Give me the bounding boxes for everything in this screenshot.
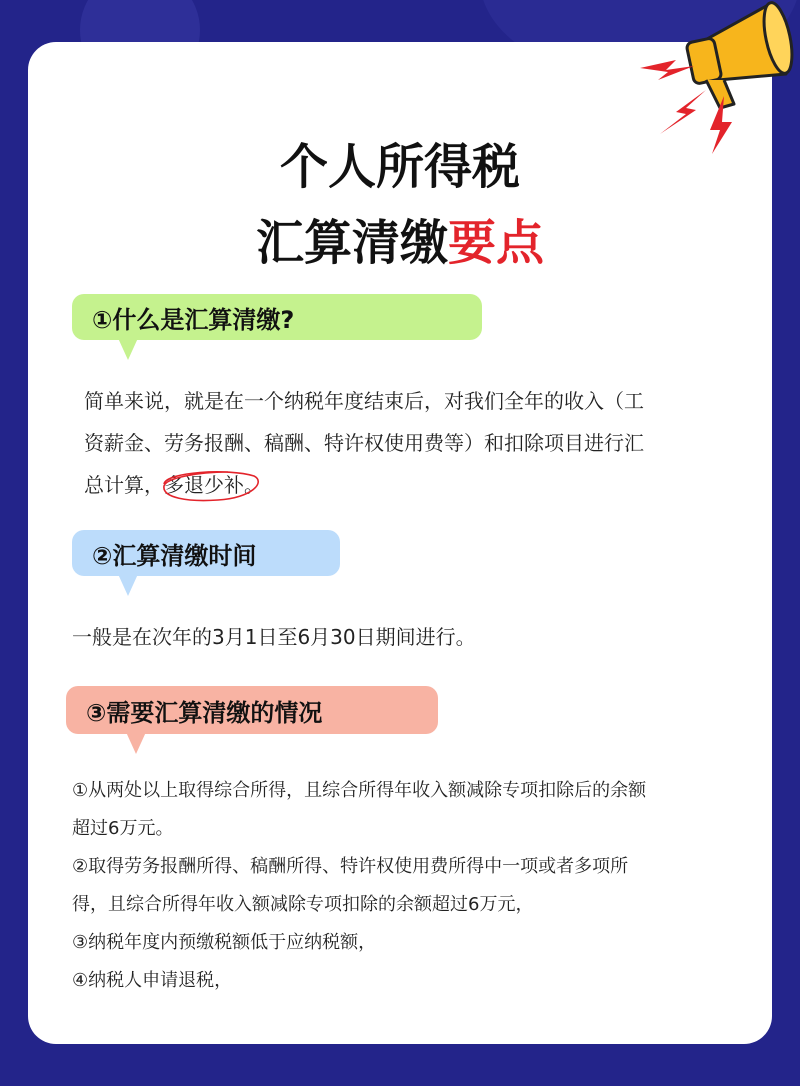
- title-line-2: [28, 204, 772, 273]
- section1-line: 资薪金、劳务报酬、稿酬、特许权使用费等）和扣除项目进行汇: [84, 431, 644, 455]
- list-item: ④纳税人申请退税，: [72, 970, 233, 991]
- section1-line: 简单来说，就是在一个纳税年度结束后，对我们全年的收入（工: [84, 389, 644, 413]
- section3-heading-bubble: [66, 686, 438, 734]
- red-circle-mark: [158, 466, 262, 506]
- title-main: 汇算清缴: [255, 215, 448, 271]
- bubble-tail: [118, 574, 138, 596]
- lightning-bolt-icon: [636, 50, 746, 160]
- bubble-tail: [118, 338, 138, 360]
- section1-heading-bubble: [72, 294, 482, 340]
- section1-line3-suffix: 。: [244, 473, 264, 497]
- list-item: 得，且综合所得年收入额减除专项扣除的余额超过6万元，: [72, 894, 534, 915]
- section1-line3-prefix: 总计算，: [84, 473, 164, 497]
- title-line-1: 个人所得税: [279, 139, 520, 195]
- section1-heading: ①什么是汇算清缴?: [92, 305, 295, 334]
- title-highlight: 要点: [448, 215, 545, 271]
- circled-text: 多退少补: [164, 464, 244, 506]
- section2-heading: ②汇算清缴时间: [92, 541, 257, 570]
- list-item: ①从两处以上取得综合所得，且综合所得年收入额减除专项扣除后的余额: [72, 780, 647, 801]
- section1-line: [84, 464, 744, 506]
- section3-list: [72, 772, 752, 1000]
- section1-paragraph: [84, 380, 744, 506]
- list-item: ③纳税年度内预缴税额低于应纳税额，: [72, 932, 377, 953]
- bubble-tail: [126, 732, 146, 754]
- list-item: ②取得劳务报酬所得、稿酬所得、特许权使用费所得中一项或者多项所: [72, 856, 629, 877]
- section2-heading-bubble: [72, 530, 340, 576]
- list-item: 超过6万元。: [72, 818, 174, 839]
- section3-heading: ③需要汇算清缴的情况: [86, 698, 323, 727]
- section2-text: 一般是在次年的3月1日至6月30日期间进行。: [72, 625, 476, 649]
